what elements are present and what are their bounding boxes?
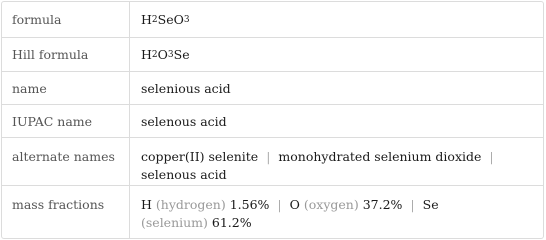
row-label-alternate-names: alternate names bbox=[2, 138, 130, 185]
element-percent: 1.56% bbox=[229, 197, 270, 212]
table-row bbox=[2, 104, 543, 137]
formula-part: O bbox=[157, 47, 168, 62]
formula-part: H bbox=[141, 47, 152, 62]
separator: | bbox=[266, 149, 271, 164]
iupac-name-value: selenous acid bbox=[141, 113, 227, 129]
element-symbol: H bbox=[141, 197, 152, 212]
element-percent: 61.2% bbox=[211, 215, 252, 230]
row-label-iupac-name: IUPAC name bbox=[2, 105, 130, 137]
mass-fractions-text bbox=[141, 196, 439, 232]
formula-part: SeO bbox=[157, 12, 184, 27]
element-percent: 37.2% bbox=[362, 197, 403, 212]
name-value: selenious acid bbox=[141, 80, 231, 96]
separator: | bbox=[489, 149, 494, 164]
formula-value: H 2 SeO 3 bbox=[141, 12, 190, 27]
formula-part: H bbox=[141, 12, 152, 27]
element-name: (hydrogen) bbox=[155, 197, 226, 212]
properties-table bbox=[1, 1, 544, 239]
row-label-formula: formula bbox=[2, 2, 130, 37]
table-row bbox=[2, 2, 543, 37]
table-row bbox=[2, 185, 543, 238]
table-row bbox=[2, 71, 543, 104]
separator: | bbox=[277, 197, 282, 212]
row-label-hill-formula: Hill formula bbox=[2, 38, 130, 71]
table-row bbox=[2, 37, 543, 71]
row-label-name: name bbox=[2, 72, 130, 104]
element-name: (oxygen) bbox=[303, 197, 359, 212]
alternate-name: monohydrated selenium dioxide bbox=[278, 149, 482, 164]
row-label-mass-fractions: mass fractions bbox=[2, 186, 130, 238]
hill-formula-value: H 2 O 3 Se bbox=[141, 47, 190, 62]
element-symbol: Se bbox=[422, 197, 439, 212]
alternate-names-value bbox=[130, 138, 543, 185]
element-symbol: O bbox=[289, 197, 300, 212]
alternate-name: copper(II) selenite bbox=[141, 149, 259, 164]
element-name: (selenium) bbox=[141, 215, 208, 230]
mass-fractions-value bbox=[130, 186, 543, 238]
table-row bbox=[2, 137, 543, 185]
alternate-name: selenous acid bbox=[141, 167, 227, 182]
formula-part: Se bbox=[173, 47, 190, 62]
separator: | bbox=[410, 197, 415, 212]
alternate-names-text bbox=[141, 148, 502, 184]
